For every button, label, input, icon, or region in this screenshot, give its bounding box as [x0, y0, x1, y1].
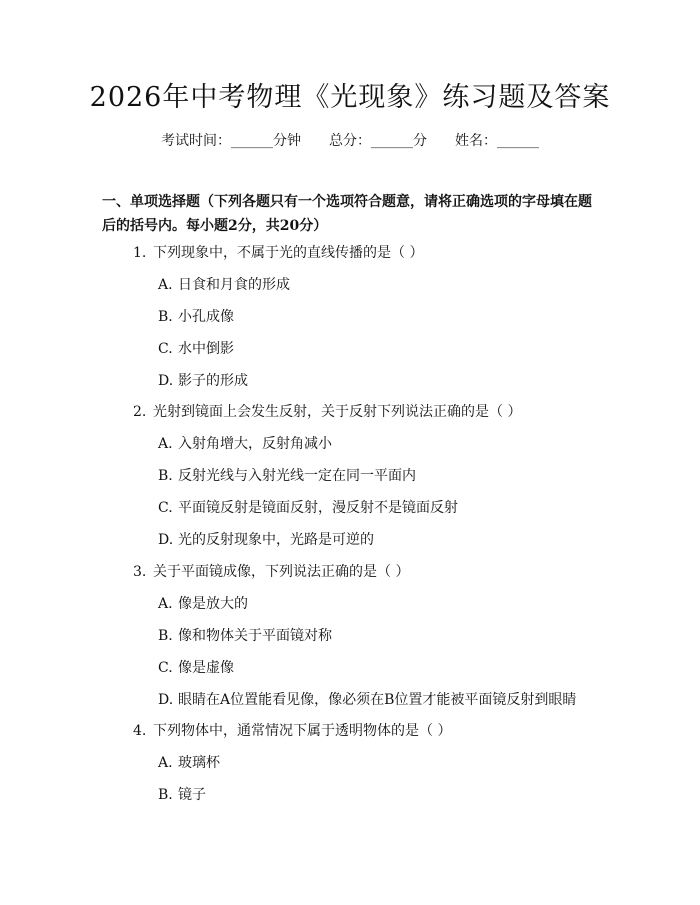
option-text: 镜子 — [178, 787, 206, 803]
option-text: 反射光线与入射光线一定在同一平面内 — [178, 468, 416, 484]
question-3-option-a — [158, 594, 248, 614]
question-3-option-b — [158, 626, 332, 646]
option-text: 像是虚像 — [178, 660, 234, 676]
option-letter: B. — [158, 468, 173, 484]
option-text: 小孔成像 — [178, 309, 234, 325]
question-text: 关于平面镜成像，下列说法正确的是（ ） — [153, 564, 410, 580]
option-letter: C. — [158, 500, 173, 516]
option-text: 光的反射现象中，光路是可逆的 — [178, 532, 374, 548]
question-4-option-a — [158, 753, 220, 773]
section-heading: 一、单项选择题（下列各题只有一个选项符合题意，请将正确选项的字母填在题后的括号内。每小题2分，共20分） — [102, 194, 592, 234]
option-text: 水中倒影 — [178, 341, 234, 357]
question-number: 1. — [133, 245, 147, 261]
option-letter: B. — [158, 787, 173, 803]
option-letter: D. — [158, 373, 174, 389]
question-1-option-c — [158, 339, 234, 359]
option-letter: C. — [158, 660, 173, 676]
student-name-field: 姓名：______ — [455, 133, 539, 149]
question-2-option-b — [158, 466, 416, 486]
option-letter: B. — [158, 628, 173, 644]
option-text: 玻璃杯 — [178, 755, 220, 771]
option-text: 日食和月食的形成 — [178, 277, 290, 293]
option-letter: D. — [158, 692, 174, 708]
option-letter: A. — [158, 596, 173, 612]
option-letter: C. — [158, 341, 173, 357]
question-text: 下列现象中，不属于光的直线传播的是（ ） — [153, 245, 424, 261]
question-number: 4. — [133, 723, 147, 739]
option-letter: A. — [158, 755, 173, 771]
question-text: 光射到镜面上会发生反射，关于反射下列说法正确的是（ ） — [153, 404, 522, 420]
question-3-option-c — [158, 658, 234, 678]
total-score-field: 总分：______分 — [329, 133, 427, 149]
question-4 — [133, 721, 451, 741]
option-text: 眼睛在A位置能看见像，像必须在B位置才能被平面镜反射到眼睛 — [178, 692, 577, 708]
option-text: 像和物体关于平面镜对称 — [178, 628, 332, 644]
option-letter: A. — [158, 277, 173, 293]
exam-time-field: 考试时间：______分钟 — [161, 133, 301, 149]
exam-meta — [0, 131, 700, 151]
question-2-option-c — [158, 498, 458, 518]
question-1-option-b — [158, 307, 234, 327]
question-2-option-d — [158, 530, 374, 550]
question-number: 2. — [133, 404, 147, 420]
question-text: 下列物体中，通常情况下属于透明物体的是（ ） — [153, 723, 452, 739]
option-letter: B. — [158, 309, 173, 325]
question-3 — [133, 562, 409, 582]
option-text: 入射角增大，反射角减小 — [178, 436, 332, 452]
question-3-option-d — [158, 690, 576, 710]
option-text: 平面镜反射是镜面反射，漫反射不是镜面反射 — [178, 500, 458, 516]
question-4-option-b — [158, 785, 206, 805]
option-letter: D. — [158, 532, 174, 548]
question-2-option-a — [158, 434, 332, 454]
question-1-option-d — [158, 371, 248, 391]
question-1 — [133, 243, 423, 263]
option-text: 影子的形成 — [178, 373, 248, 389]
question-2 — [133, 402, 521, 422]
option-letter: A. — [158, 436, 173, 452]
question-1-option-a — [158, 275, 290, 295]
page-title: 2026年中考物理《光现象》练习题及答案 — [89, 82, 611, 113]
option-text: 像是放大的 — [178, 596, 248, 612]
question-number: 3. — [133, 564, 147, 580]
